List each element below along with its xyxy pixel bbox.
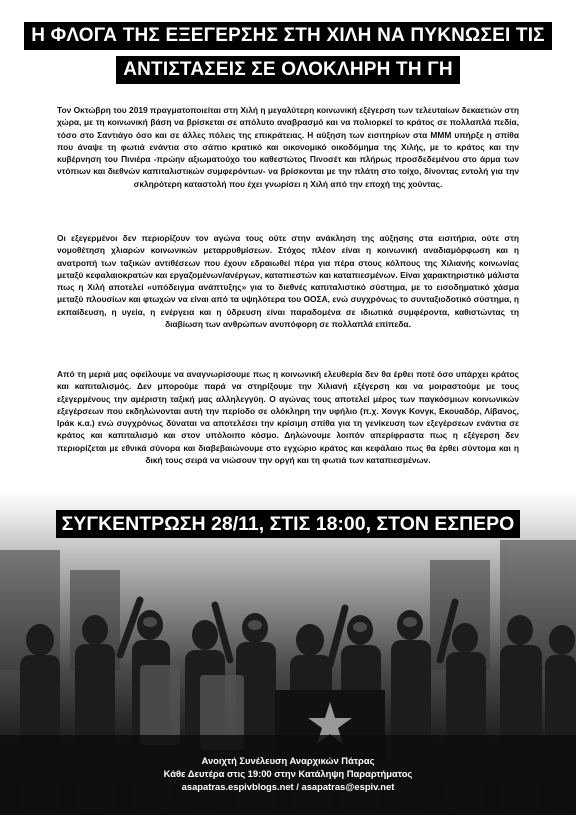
- title-line-1: Η ΦΛΟΓΑ ΤΗΣ ΕΞΕΓΕΡΣΗΣ ΣΤΗ ΧΙΛΗ ΝΑ ΠΥΚΝΩΣΕΙ ΤΙΣ: [24, 22, 552, 50]
- paragraph-1: Τον Οκτώβρη του 2019 πραγματοποιείται στη Χιλή η μεγαλύτερη κοινωνική εξέγερση των τελευταίων δεκαετιών στη χώρα, με τη κοινωνική βάση να βρίσκεται σε απόλυτο αναβρασμό και να πολιορκεί το κράτος σε πολλαπλά πεδία, τόσο στο Σαντιάγο όσο και σε άλλες πόλεις της επικράτειας. Η αύξηση των εισιτηρίων στα ΜΜΜ υπήρξε η σπίθα που άναψε τη φωτιά ενάντια στο σάπιο κρατικό και οικονομικό οικοδόμημα της Χιλής, με το κράτος και την κυβέρνηση του Πινιέρα -πρώην αξιωματούχο του καθεστώτος Πινοσέτ και πλήρως προσδεδεμένου στο άρμα των ντόπιων και διεθνών καπιταλιστικών συμφερόντων- να βρίσκονται με την πλάτη στο τοίχο, δίνοντας εντολή για την σκληρότερη καταστολή που έχει γνωρίσει η Χιλή από την εποχή της χούντας.: [57, 105, 519, 189]
- title-line-2: ΑΝΤΙΣΤΑΣΕΙΣ ΣΕ ΟΛΟΚΛΗΡΗ ΤΗ ΓΗ: [116, 56, 460, 84]
- paragraph-2: Οι εξεγερμένοι δεν περιορίζουν τον αγώνα τους ούτε στην ανάκληση της αύξησης στα εισιτήρια, ούτε στη νομοθέτηση χλιαρών κοινωνικών μεταρρυθμίσεων. Στόχος πλέον είναι η κοινωνική αναδιαμόρφωση και η ανατροπή των ταξικών αντιθέσεων που έχουν εδραιωθεί πέρα για πέρα στους κόλπους της Χιλιανής κοινωνίας μεταξύ κεφαλαιοκρατών και εργαζομένων/ανέργων, καταπιεστών και καταπιεσμένων. Είναι χαρακτηριστικό μάλιστα πως η Χιλή αποτελεί «υπόδειγμα ανάπτυξης» για το διεθνές καπιταλιστικό σύστημα, με το εισοδηματικό χάσμα μεταξύ πλουσίων και φτωχών να είναι από τα υψηλότερα του ΟΟΣΑ, ενώ συγχρόνως το συνταξιοδοτικό σύστημα, η εκπαίδευση, η υγεία, η ενέργεια και η ύδρευση είναι παραδομένα σε ιδιωτικά συμφέροντα, καθιστώντας τη διαβίωση των ανθρώπων ανυπόφορη σε πολλαπλά επίπεδα.: [57, 233, 519, 330]
- rally-text: ΣΥΓΚΕΝΤΡΩΣΗ 28/11, ΣΤΙΣ 18:00, ΣΤΟΝ ΕΣΠΕΡΟ: [56, 510, 521, 538]
- rally-banner: [0, 510, 576, 538]
- poster-title: [0, 22, 576, 84]
- footer-meeting: Κάθε Δευτέρα στις 19:00 στην Κατάληψη Παραρτήματος: [163, 768, 413, 779]
- footer: [0, 754, 576, 793]
- footer-group: Ανοιχτή Συνέλευση Αναρχικών Πάτρας: [201, 755, 375, 766]
- footer-contact: asapatras.espivblogs.net / asapatras@espiv.net: [181, 781, 395, 792]
- paragraph-3: Από τη μεριά μας οφείλουμε να αναγνωρίσουμε πως η κοινωνική ελευθερία δεν θα έρθει ποτέ όσο υπάρχει κράτος και καπιταλισμός. Δεν μπορούμε παρά να στηρίξουμε την Χιλιανή εξέγερση και να μοιραστούμε με τους εξεγερμένους την αμέριστη ταξική μας αλληλεγγύη. Ο αγώνας τους αποτελεί μέρος των παγκόσμιων κοινωνικών εξεγέρσεων που εκδηλώνονται αυτή την περίοδο σε ολόκληρη την υφήλιο (π.χ. Χονγκ Κονγκ, Εκουαδόρ, Λίβανος, Ιράκ κ.α.) ενώ συγχρόνως δύναται να αποτελέσει την κρίσιμη σπίθα για τη γενίκευση των εξεγέρσεων ενάντια σε κράτος και καπιταλισμό και στον υπόλοιπο κόσμο. Δηλώνουμε λοιπόν απερίφραστα πως η εξέγερση δεν περιορίζεται με εθνικά σύνορα και διαβεβαιώνουμε στο εγχώριο κράτος και κεφάλαιο πως θα έρθει σύντομα και η δική τους σειρά να νιώσουν την οργή και τη φωτιά των καταπιεσμένων.: [57, 369, 519, 466]
